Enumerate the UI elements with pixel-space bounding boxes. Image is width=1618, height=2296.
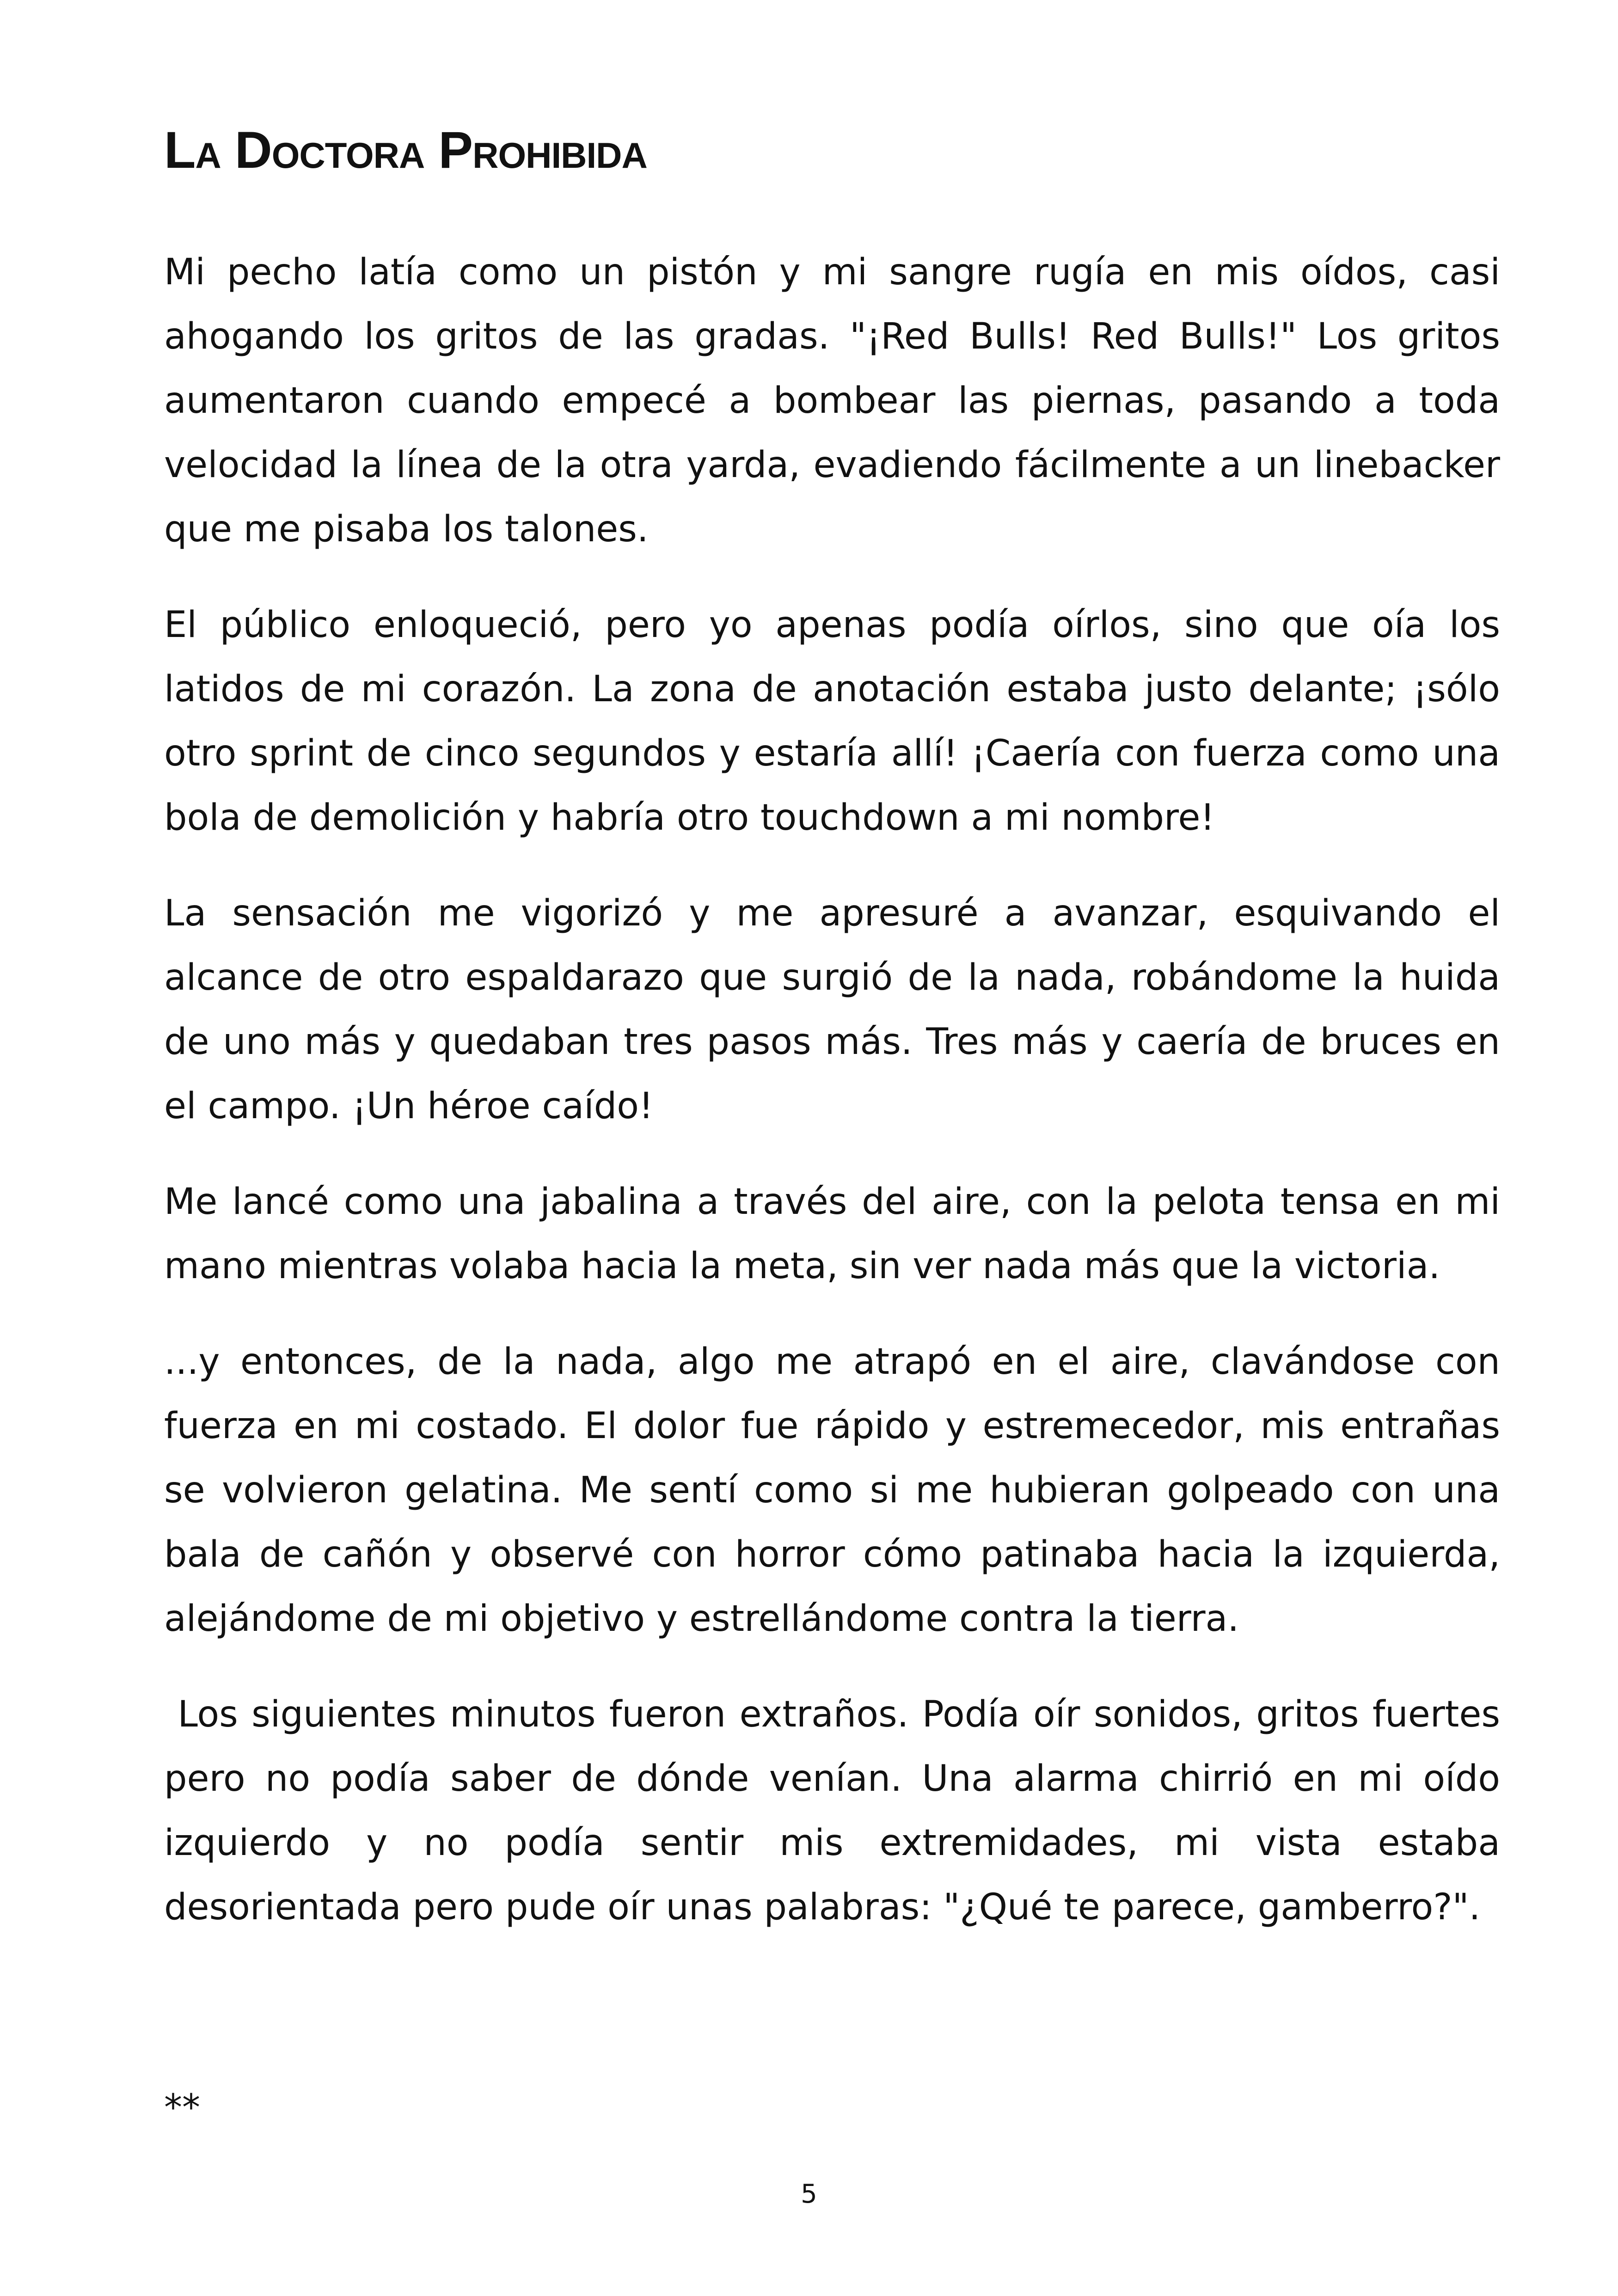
chapter-body	[164, 240, 1512, 1971]
scene-separator: **	[164, 2087, 200, 2129]
paragraph: El público enloqueció, pero yo apenas podía oírlos, sino que oía los latidos de mi corazón. La zona de anotación estaba justo delante; ¡sólo otro sprint de cinco segundos y estaría allí! ¡Caería con fuerza como una bola de demolición y habría otro touchdown a mi nombre!	[164, 604, 1500, 839]
paragraph: La sensación me vigorizó y me apresuré a avanzar, esquivando el alcance de otro espaldarazo que surgió de la nada, robándome la huida de uno más y quedaban tres pasos más. Tres más y caería de bruces en el campo. ¡Un héroe caído!	[164, 893, 1500, 1127]
page-number: 5	[801, 2179, 817, 2209]
paragraph: Los siguientes minutos fueron extraños. Podía oír sonidos, gritos fuertes pero no podía saber de dónde venían. Una alarma chirrió en mi oído izquierdo y no podía sentir mis extremidades, mi vista estaba desorientada pero pude oír unas palabras: "¿Qué te parece, gamberro?".	[164, 1694, 1512, 1928]
paragraph: ...y entonces, de la nada, algo me atrapó en el aire, clavándose con fuerza en mi costado. El dolor fue rápido y estremecedor, mis entrañas se volvieron gelatina. Me sentí como si me hubieran golpeado con una bala de cañón y observé con horror cómo patinaba hacia la izquierda, alejándome de mi objetivo y estrellándome contra la tierra.	[164, 1341, 1500, 1640]
paragraph: Me lancé como una jabalina a través del aire, con la pelota tensa en mi mano mientras volaba hacia la meta, sin ver nada más que la victoria.	[164, 1181, 1500, 1287]
chapter-title: La Doctora Prohibida	[164, 121, 647, 179]
paragraph: Mi pecho latía como un pistón y mi sangre rugía en mis oídos, casi ahogando los gritos de las gradas. "¡Red Bulls! Red Bulls!" Los gritos aumentaron cuando empecé a bombear las piernas, pasando a toda velocidad la línea de la otra yarda, evadiendo fácilmente a un linebacker que me pisaba los talones.	[164, 251, 1500, 550]
